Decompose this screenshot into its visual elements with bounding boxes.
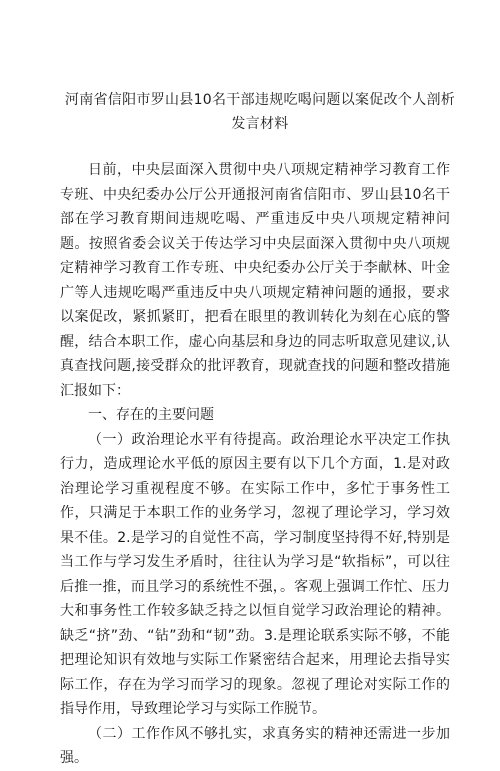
subsection-work-style: （二）工作作风不够扎实，求真务实的精神还需进一步加强。: [60, 725, 450, 766]
intro-paragraph: 日前，中央层面深入贯彻中央八项规定精神学习教育工作专班、中央纪委办公厅公开通报河南省信阳市、罗山县10名干部在学习教育期间违规吃喝、严重违反中央八项规定精神问题。按照省委会议关于传达学习中央层面深入贯彻中央八项规定精神学习教育工作专班、中央纪委办公厅关于李献林、叶金广等人违规吃喝严重违反中央八项规定精神问题的通报，要求以案促改，紧抓紧盯，把看在眼里的教训转化为刻在心底的警醒，结合本职工作，虚心向基层和身边的同志听取意见建议,认真查找问题,接受群众的批评教育，现就查找的问题和整改措施汇报如下：: [60, 162, 450, 399]
document-body: [60, 158, 450, 771]
document-title: 河南省信阳市罗山县10名干部违规吃喝问题以案促改个人剖析发言材料: [64, 92, 456, 132]
subsection-theory-level: （一）政治理论水平有待提高。政治理论水平决定工作执行力，造成理论水平低的原因主要有以下几个方面，1.是对政治理论学习重视程度不够。在实际工作中，多忙于事务性工作，只满足于本职工作的业务学习，忽视了理论学习，学习效果不佳。2.是学习的自觉性不高，学习制度坚持得不好,特别是当工作与学习发生矛盾时，往往认为学习是“软指标”，可以往后推一推，而且学习的系统性不强，。客观上强调工作忙、压力大和事务性工作较多缺乏持之以恒自觉学习政治理论的精神。缺乏“挤”劲、“钻”劲和“韧”劲。3.是理论联系实际不够，不能把理论知识有效地与实际工作紧密结合起来，用理论去指导实际工作，存在为学习而学习的现象。忽视了理论对实际工作的指导作用，导致理论学习与实际工作脱节。: [60, 431, 450, 717]
section-heading-problems: 一、存在的主要问题: [88, 407, 214, 423]
